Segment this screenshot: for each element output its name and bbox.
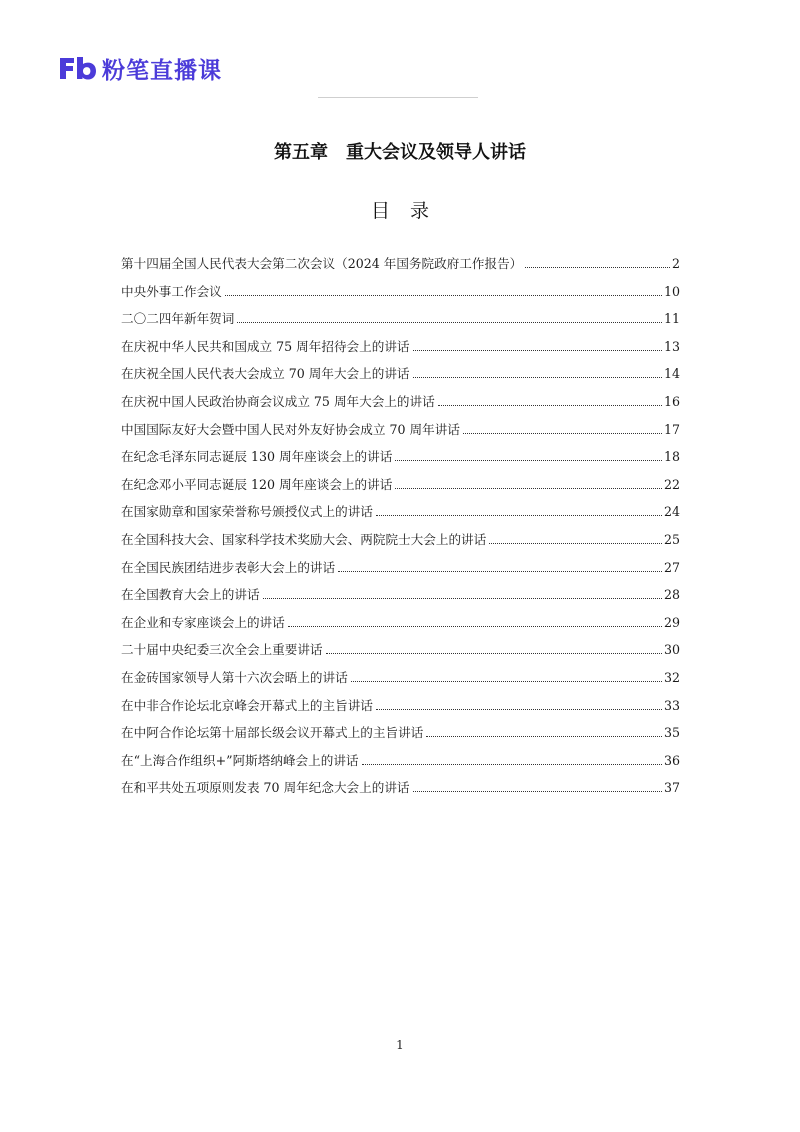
toc-leader-dots — [362, 764, 662, 765]
toc-entry-title: 二十届中央纪委三次全会上重要讲话 — [121, 642, 323, 658]
toc-entry-page: 18 — [663, 449, 680, 465]
toc-heading: 目录 — [370, 200, 449, 222]
toc-entry[interactable] — [121, 778, 680, 806]
toc-leader-dots — [351, 681, 662, 682]
toc-entry[interactable] — [121, 475, 680, 503]
toc-entry-title: 在纪念邓小平同志诞辰 120 周年座谈会上的讲话 — [121, 476, 393, 492]
toc-entry[interactable] — [121, 668, 680, 696]
toc-entry-title: 在全国科技大会、国家科学技术奖励大会、两院院士大会上的讲话 — [121, 531, 487, 547]
toc-entry[interactable] — [121, 282, 680, 310]
toc-entry[interactable] — [121, 502, 680, 530]
toc-leader-dots — [525, 267, 670, 268]
toc-entry[interactable] — [121, 530, 680, 558]
toc-entry-title: 在中非合作论坛北京峰会开幕式上的主旨讲话 — [121, 697, 373, 713]
toc-leader-dots — [288, 626, 662, 627]
toc-leader-dots — [326, 653, 662, 654]
toc-entry-title: 二〇二四年新年贺词 — [121, 311, 235, 327]
toc-entry-page: 14 — [663, 366, 680, 382]
toc-entry[interactable] — [121, 558, 680, 586]
toc-leader-dots — [463, 433, 662, 434]
toc-entry[interactable] — [121, 364, 680, 392]
toc-entry-page: 30 — [663, 642, 680, 658]
toc-entry-page: 25 — [663, 531, 680, 547]
toc-entry-title: 在企业和专家座谈会上的讲话 — [121, 614, 285, 630]
table-of-contents — [121, 254, 680, 806]
toc-leader-dots — [263, 598, 662, 599]
toc-entry-title: 在和平共处五项原则发表 70 周年纪念大会上的讲话 — [121, 780, 410, 796]
toc-entry-page: 27 — [663, 559, 680, 575]
toc-entry-page: 2 — [671, 256, 680, 271]
toc-entry-page: 29 — [663, 614, 680, 630]
toc-entry[interactable] — [121, 447, 680, 475]
toc-entry-title: 在中阿合作论坛第十届部长级会议开幕式上的主旨讲话 — [121, 725, 424, 741]
toc-leader-dots — [338, 571, 662, 572]
toc-entry[interactable] — [121, 613, 680, 641]
toc-entry-page: 28 — [663, 587, 680, 603]
toc-entry-title: 在金砖国家领导人第十六次会晤上的讲话 — [121, 669, 348, 685]
toc-entry-page: 11 — [663, 311, 680, 327]
page-number: 1 — [396, 1038, 404, 1052]
toc-leader-dots — [376, 515, 662, 516]
toc-entry-title: 在庆祝全国人民代表大会成立 70 周年大会上的讲话 — [121, 366, 410, 382]
toc-leader-dots — [426, 736, 662, 737]
toc-leader-dots — [489, 543, 662, 544]
toc-entry[interactable] — [121, 640, 680, 668]
toc-leader-dots — [225, 295, 662, 296]
toc-entry[interactable] — [121, 392, 680, 420]
toc-entry-title: 在庆祝中华人民共和国成立 75 周年招待会上的讲话 — [121, 338, 410, 354]
toc-entry-title: 中央外事工作会议 — [121, 283, 222, 299]
toc-entry[interactable] — [121, 751, 680, 779]
toc-leader-dots — [395, 460, 662, 461]
header-divider — [318, 97, 478, 98]
toc-entry[interactable] — [121, 696, 680, 724]
toc-entry-title: 在纪念毛泽东同志诞辰 130 周年座谈会上的讲话 — [121, 449, 393, 465]
brand-logo — [58, 52, 222, 84]
toc-leader-dots — [395, 488, 662, 489]
toc-entry-page: 22 — [663, 476, 680, 492]
toc-entry-title: 中国国际友好大会暨中国人民对外友好协会成立 70 周年讲话 — [121, 421, 460, 437]
toc-leader-dots — [413, 377, 662, 378]
fenbi-logo-icon — [58, 54, 98, 82]
toc-entry-title: 在庆祝中国人民政治协商会议成立 75 周年大会上的讲话 — [121, 393, 435, 409]
toc-leader-dots — [376, 709, 662, 710]
toc-entry-title: 在“上海合作组织+”阿斯塔纳峰会上的讲话 — [121, 752, 359, 768]
toc-entry-title: 在国家勋章和国家荣誉称号颁授仪式上的讲话 — [121, 504, 373, 520]
toc-leader-dots — [413, 791, 662, 792]
toc-entry[interactable] — [121, 723, 680, 751]
toc-entry-page: 36 — [663, 752, 680, 768]
toc-entry-page: 32 — [663, 669, 680, 685]
toc-entry[interactable] — [121, 585, 680, 613]
toc-entry-page: 10 — [663, 283, 680, 299]
toc-entry[interactable] — [121, 420, 680, 448]
toc-entry-page: 17 — [663, 421, 680, 437]
toc-entry-page: 24 — [663, 504, 680, 520]
toc-entry[interactable] — [121, 309, 680, 337]
toc-entry-page: 16 — [663, 393, 680, 409]
toc-entry-page: 37 — [663, 780, 680, 796]
toc-entry[interactable] — [121, 337, 680, 365]
toc-entry-page: 35 — [663, 725, 680, 741]
toc-entry-title: 在全国民族团结进步表彰大会上的讲话 — [121, 559, 336, 575]
toc-leader-dots — [438, 405, 662, 406]
chapter-title: 第五章 重大会议及领导人讲话 — [274, 142, 526, 163]
toc-entry-page: 13 — [663, 338, 680, 354]
toc-leader-dots — [237, 322, 662, 323]
toc-entry-title: 在全国教育大会上的讲话 — [121, 587, 260, 603]
logo-text: 粉笔直播课 — [102, 57, 222, 84]
toc-entry-page: 33 — [663, 697, 680, 713]
toc-entry[interactable] — [121, 254, 680, 282]
toc-entry-title: 第十四届全国人民代表大会第二次会议（2024 年国务院政府工作报告） — [121, 256, 523, 271]
toc-leader-dots — [413, 350, 662, 351]
